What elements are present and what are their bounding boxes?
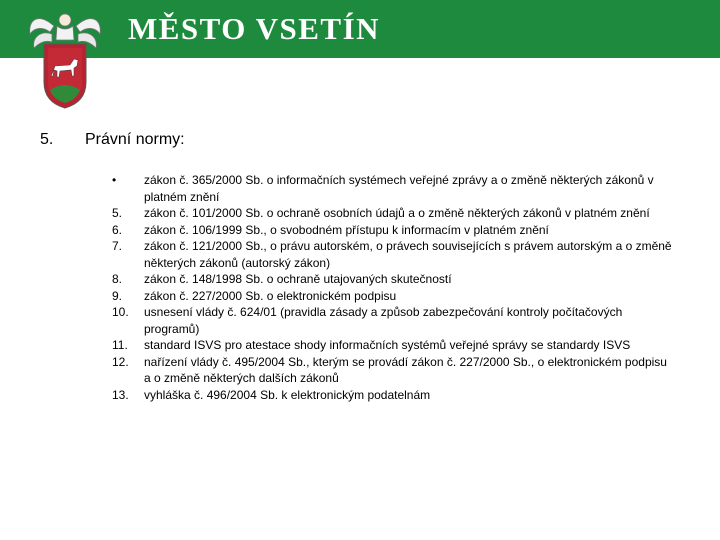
list-item-text: vyhláška č. 496/2004 Sb. k elektronickým podatelnám — [144, 387, 431, 402]
list-marker: 11. — [112, 338, 128, 352]
list-item-text: zákon č. 121/2000 Sb., o právu autorském, o právech souvisejících s právem autorským a o změně některých zákonů (autorský zákon) — [144, 239, 672, 270]
list-item-text: zákon č. 106/1999 Sb., o svobodném přístupu k informacím v platném znění — [144, 222, 549, 237]
list-item — [112, 172, 672, 205]
list-item-text: standard ISVS pro atestace shody informačních systémů veřejné správy se standardy ISVS — [144, 338, 631, 352]
list-item — [112, 387, 672, 404]
list-marker: 6. — [112, 222, 123, 237]
list-marker: 12. — [112, 354, 129, 369]
list-item — [112, 271, 672, 288]
list-item — [112, 205, 672, 222]
list-item — [112, 238, 672, 271]
list-marker: 10. — [112, 305, 129, 319]
section-title: Právní normy: — [85, 131, 185, 148]
list-marker: 9. — [112, 288, 123, 303]
list-item-text: zákon č. 101/2000 Sb. o ochraně osobních údajů a o změně některých zákonů v platném znění — [144, 206, 650, 220]
list-item — [112, 337, 672, 354]
list-item — [112, 222, 672, 239]
city-coat-of-arms-icon — [24, 4, 106, 114]
list-item-text: zákon č. 227/2000 Sb. o elektronickém podpisu — [144, 288, 397, 303]
list-item — [112, 354, 672, 387]
list-item-text: nařízení vlády č. 495/2004 Sb., kterým se provádí zákon č. 227/2000 Sb., o elektronickém podpisu a o změně některých dalších zákonů — [144, 354, 667, 385]
list-item — [112, 304, 672, 337]
legal-norms-list — [112, 172, 672, 403]
list-marker: 13. — [112, 387, 129, 402]
list-marker: • — [112, 173, 117, 187]
list-item-text: zákon č. 365/2000 Sb. o informačních systémech veřejné zprávy a o změně některých zákonů v platném znění — [144, 173, 654, 204]
list-marker: 8. — [112, 272, 123, 286]
list-item-text: zákon č. 148/1998 Sb. o ochraně utajovaných skutečností — [144, 272, 452, 286]
list-item — [112, 288, 672, 305]
list-marker: 7. — [112, 239, 123, 253]
list-marker: 5. — [112, 206, 123, 220]
city-title: MĚSTO VSETÍN — [128, 11, 381, 46]
section-number: 5. — [40, 131, 54, 148]
list-item-text: usnesení vlády č. 624/01 (pravidla zásady a způsob zabezpečování kontroly počítačových programů) — [144, 305, 623, 336]
